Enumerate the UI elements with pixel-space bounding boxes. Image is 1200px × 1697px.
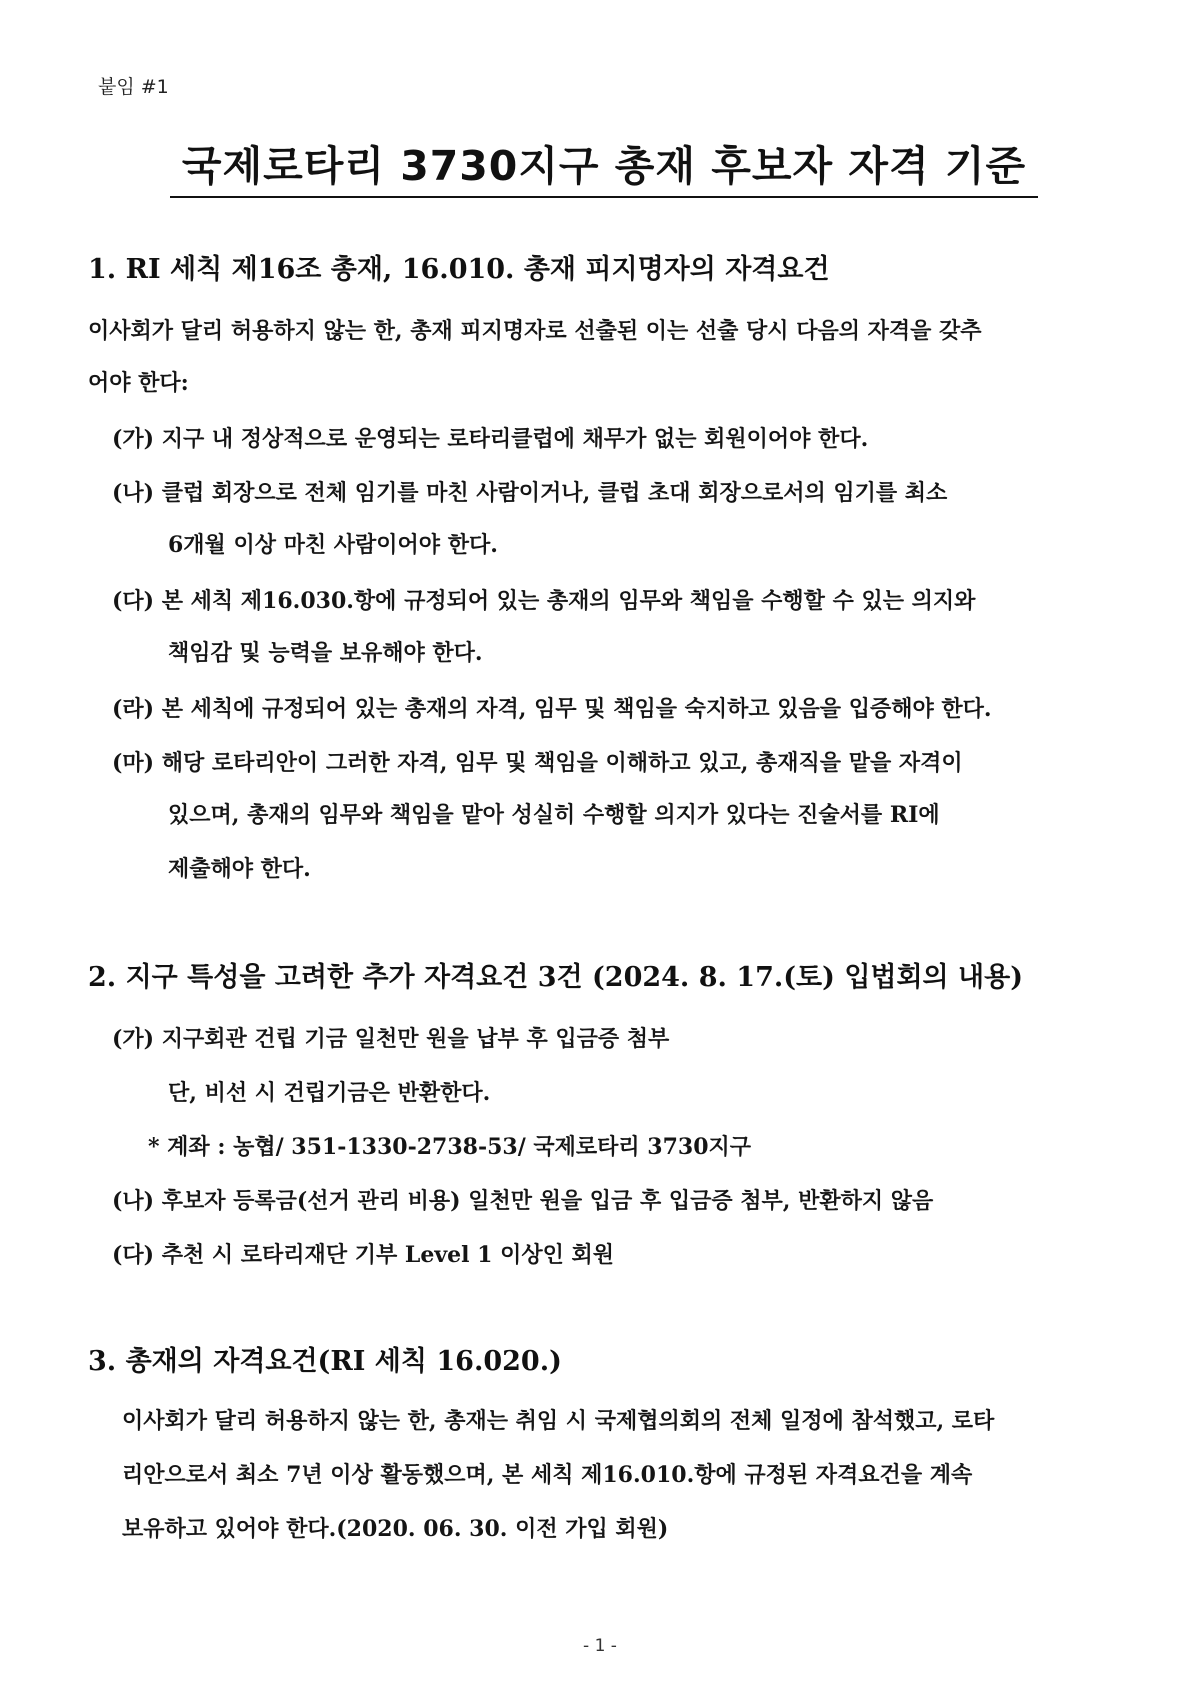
attachment-label: 붙임 #1 (98, 76, 169, 98)
section1-item-da-line-1: (다) 본 세칙 제16.030.항에 규정되어 있는 총재의 임무와 책임을 수행할 수 있는 의지와 (112, 588, 976, 614)
section1-item-da-line-2: 책임감 및 능력을 보유해야 한다. (168, 640, 483, 666)
page-number: - 1 - (583, 1636, 617, 1656)
section3-line-2: 리안으로서 최소 7년 이상 활동했으며, 본 세칙 제16.010.항에 규정된 자격요건을 계속 (122, 1462, 973, 1488)
section1-item-ra: (라) 본 세칙에 규정되어 있는 총재의 자격, 임무 및 책임을 숙지하고 있음을 입증해야 한다. (112, 696, 992, 722)
section2-heading: 2. 지구 특성을 고려한 추가 자격요건 3건 (2024. 8. 17.(토) 입법회의 내용) (88, 962, 1023, 993)
section1-item-ma-line-1: (마) 해당 로타리안이 그러한 자격, 임무 및 책임을 이해하고 있고, 총재직을 맡을 자격이 (112, 750, 963, 776)
section1-item-ga: (가) 지구 내 정상적으로 운영되는 로타리클럽에 채무가 없는 회원이어야 한다. (112, 426, 869, 452)
section1-intro-line-2: 어야 한다: (88, 370, 189, 396)
section2-item-na: (나) 후보자 등록금(선거 관리 비용) 일천만 원을 입금 후 입금증 첨부, 반환하지 않음 (112, 1188, 934, 1214)
section1-intro-line-1: 이사회가 달리 허용하지 않는 한, 총재 피지명자로 선출된 이는 선출 당시 다음의 자격을 갖추 (88, 318, 982, 344)
section1-item-ma-line-2: 있으며, 총재의 임무와 책임을 맡아 성실히 수행할 의지가 있다는 진술서를 RI에 (168, 802, 940, 828)
section1-item-ma-line-3: 제출해야 한다. (168, 856, 311, 882)
section2-item-da: (다) 추천 시 로타리재단 기부 Level 1 이상인 회원 (112, 1242, 615, 1268)
section1-heading: 1. RI 세칙 제16조 총재, 16.010. 총재 피지명자의 자격요건 (88, 254, 830, 285)
section1-item-na-line-1: (나) 클럽 회장으로 전체 임기를 마친 사람이거나, 클럽 초대 회장으로서의 임기를 최소 (112, 480, 948, 506)
section3-line-1: 이사회가 달리 허용하지 않는 한, 총재는 취임 시 국제협의회의 전체 일정에 참석했고, 로타 (122, 1408, 995, 1434)
section3-line-3: 보유하고 있어야 한다.(2020. 06. 30. 이전 가입 회원) (122, 1516, 669, 1542)
section1-item-na-line-2: 6개월 이상 마친 사람이어야 한다. (168, 532, 498, 558)
section2-item-ga-line-1: (가) 지구회관 건립 기금 일천만 원을 납부 후 입금증 첨부 (112, 1026, 670, 1052)
document-title: 국제로타리 3730지구 총재 후보자 자격 기준 (181, 142, 1027, 190)
title-underline (170, 196, 1038, 198)
bank-account-note: * 계좌 : 농협/ 351-1330-2738-53/ 국제로타리 3730지구 (148, 1134, 752, 1160)
section3-heading: 3. 총재의 자격요건(RI 세칙 16.020.) (88, 1346, 562, 1377)
section2-item-ga-line-2: 단, 비선 시 건립기금은 반환한다. (168, 1080, 491, 1106)
